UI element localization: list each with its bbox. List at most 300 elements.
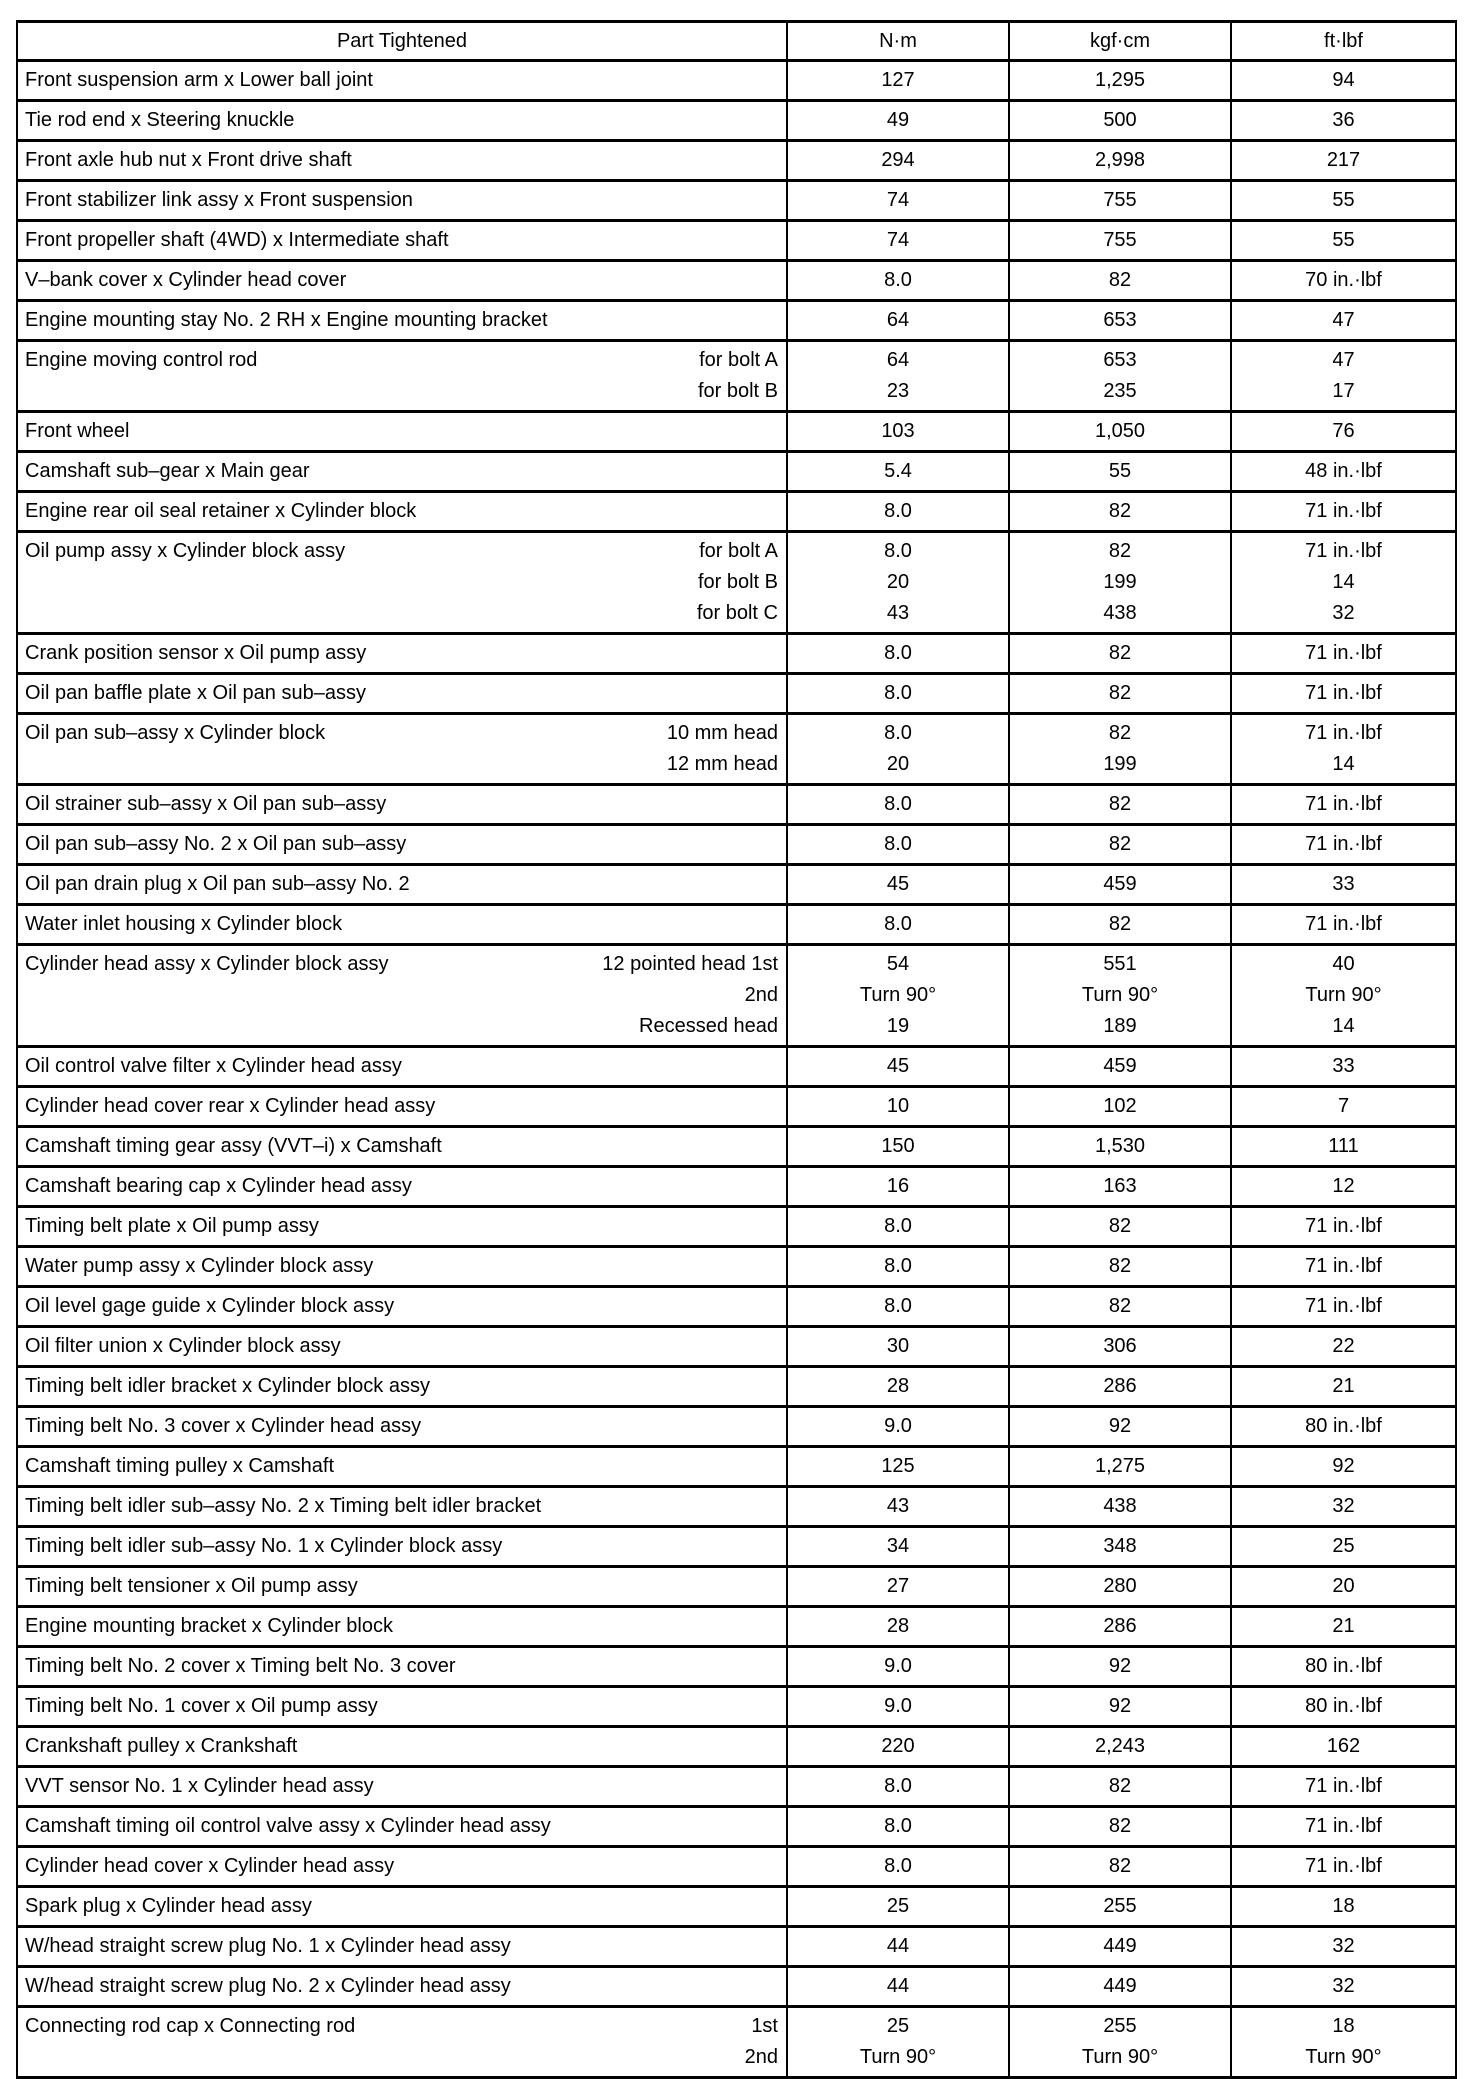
- condition-label: for bolt A: [699, 349, 778, 371]
- part-name: Oil pan baffle plate x Oil pan sub–assy: [25, 682, 366, 704]
- nm-value: 10: [886, 1095, 910, 1117]
- kgf-cm-value: 102: [1103, 1095, 1137, 1117]
- kgf-cm-value: 653: [1103, 349, 1137, 371]
- part-cell: [17, 101, 787, 141]
- kgf-cm-cell: [1009, 61, 1231, 101]
- ft-lbf-value: 47: [1332, 309, 1355, 331]
- part-cell: [17, 1167, 787, 1207]
- part-cell: [17, 674, 787, 714]
- condition-label: for bolt C: [696, 602, 778, 624]
- table-row: [17, 1287, 1456, 1327]
- ft-lbf-cell: [1231, 221, 1456, 261]
- kgf-cm-value: 348: [1103, 1535, 1137, 1557]
- kgf-cm-cell: [1009, 1767, 1231, 1807]
- ft-lbf-value: 33: [1332, 1055, 1355, 1077]
- table-row: [17, 865, 1456, 905]
- part-name: Tie rod end x Steering knuckle: [25, 109, 295, 131]
- part-name: Oil level gage guide x Cylinder block assy: [25, 1295, 395, 1317]
- ft-lbf-cell: [1231, 2007, 1456, 2078]
- header-nm: N·m: [787, 22, 1009, 61]
- ft-lbf-value: 32: [1332, 1935, 1355, 1957]
- kgf-cm-cell: [1009, 1487, 1231, 1527]
- nm-value: 8.0: [884, 1295, 912, 1317]
- ft-lbf-cell: [1231, 141, 1456, 181]
- nm-value: 28: [886, 1375, 910, 1397]
- kgf-cm-cell: [1009, 1167, 1231, 1207]
- part-name: Timing belt No. 2 cover x Timing belt No. 3 cover: [25, 1655, 456, 1677]
- ft-lbf-cell: [1231, 1207, 1456, 1247]
- condition-label: for bolt A: [699, 540, 778, 562]
- ft-lbf-value: 71 in.·lbf: [1305, 793, 1382, 815]
- table-row: [17, 1767, 1456, 1807]
- nm-cell: [787, 945, 1009, 1047]
- part-wrapper: [18, 225, 786, 256]
- table-row: [17, 61, 1456, 101]
- nm-cell: [787, 1727, 1009, 1767]
- part-cell: [17, 1327, 787, 1367]
- ft-lbf-value: 18: [1332, 1895, 1355, 1917]
- conditions: [698, 345, 778, 407]
- ft-lbf-cell: [1231, 492, 1456, 532]
- kgf-cm-cell: [1009, 945, 1231, 1047]
- nm-value: Turn 90°: [859, 984, 937, 1006]
- part-name: Camshaft timing pulley x Camshaft: [25, 1455, 335, 1477]
- part-cell: [17, 141, 787, 181]
- part-wrapper: [18, 1851, 786, 1882]
- table-row: [17, 412, 1456, 452]
- part-cell: [17, 341, 787, 412]
- kgf-cm-cell: [1009, 1847, 1231, 1887]
- nm-value: 28: [886, 1615, 910, 1637]
- kgf-cm-value: 82: [1108, 722, 1132, 744]
- kgf-cm-cell: [1009, 865, 1231, 905]
- ft-lbf-cell: [1231, 1647, 1456, 1687]
- part-wrapper: [18, 949, 786, 1042]
- part-name: Front propeller shaft (4WD) x Intermediate shaft: [25, 229, 449, 251]
- ft-lbf-value: 40: [1332, 953, 1355, 975]
- nm-value: 25: [886, 2015, 910, 2037]
- nm-cell: [787, 492, 1009, 532]
- table-row: [17, 1527, 1456, 1567]
- kgf-cm-value: 235: [1103, 380, 1137, 402]
- nm-cell: [787, 452, 1009, 492]
- part-name: Engine mounting stay No. 2 RH x Engine mounting bracket: [25, 309, 548, 331]
- part-cell: [17, 714, 787, 785]
- ft-lbf-cell: [1231, 301, 1456, 341]
- nm-value: 103: [881, 420, 915, 442]
- kgf-cm-value: 438: [1103, 602, 1137, 624]
- ft-lbf-value: 21: [1332, 1375, 1355, 1397]
- ft-lbf-cell: [1231, 714, 1456, 785]
- kgf-cm-cell: [1009, 181, 1231, 221]
- table-row: [17, 1407, 1456, 1447]
- kgf-cm-value: 189: [1103, 1015, 1137, 1037]
- part-cell: [17, 1567, 787, 1607]
- part-name: Camshaft sub–gear x Main gear: [25, 460, 310, 482]
- ft-lbf-cell: [1231, 1847, 1456, 1887]
- ft-lbf-value: 33: [1332, 873, 1355, 895]
- part-cell: [17, 785, 787, 825]
- ft-lbf-cell: [1231, 1447, 1456, 1487]
- nm-cell: [787, 1087, 1009, 1127]
- kgf-cm-value: 92: [1108, 1695, 1132, 1717]
- table-row: [17, 785, 1456, 825]
- ft-lbf-value: 71 in.·lbf: [1305, 913, 1382, 935]
- kgf-cm-cell: [1009, 101, 1231, 141]
- kgf-cm-cell: [1009, 261, 1231, 301]
- part-cell: [17, 1047, 787, 1087]
- part-wrapper: [18, 1331, 786, 1362]
- torque-spec-table: [16, 20, 1457, 2079]
- ft-lbf-value: 162: [1326, 1735, 1361, 1757]
- nm-cell: [787, 865, 1009, 905]
- kgf-cm-value: 755: [1103, 189, 1137, 211]
- kgf-cm-cell: [1009, 1807, 1231, 1847]
- nm-value: 8.0: [884, 1815, 912, 1837]
- ft-lbf-value: 94: [1332, 69, 1355, 91]
- nm-cell: [787, 905, 1009, 945]
- ft-lbf-value: 71 in.·lbf: [1305, 722, 1382, 744]
- part-name: Cylinder head cover x Cylinder head assy: [25, 1855, 395, 1877]
- ft-lbf-cell: [1231, 341, 1456, 412]
- part-wrapper: [18, 536, 786, 629]
- part-wrapper: [18, 1931, 786, 1962]
- part-wrapper: [18, 65, 786, 96]
- nm-value: 9.0: [884, 1415, 912, 1437]
- kgf-cm-cell: [1009, 1727, 1231, 1767]
- nm-value: 9.0: [884, 1655, 912, 1677]
- table-row: [17, 1367, 1456, 1407]
- part-cell: [17, 181, 787, 221]
- kgf-cm-value: 459: [1103, 873, 1137, 895]
- part-cell: [17, 1847, 787, 1887]
- ft-lbf-value: 25: [1332, 1535, 1355, 1557]
- kgf-cm-value: 82: [1108, 269, 1132, 291]
- nm-cell: [787, 301, 1009, 341]
- ft-lbf-cell: [1231, 1407, 1456, 1447]
- ft-lbf-cell: [1231, 1487, 1456, 1527]
- nm-cell: [787, 1847, 1009, 1887]
- part-cell: [17, 2007, 787, 2078]
- part-name: Crank position sensor x Oil pump assy: [25, 642, 367, 664]
- table-row: [17, 1687, 1456, 1727]
- table-row: [17, 181, 1456, 221]
- part-wrapper: [18, 265, 786, 296]
- part-cell: [17, 452, 787, 492]
- table-row: [17, 221, 1456, 261]
- part-name: Spark plug x Cylinder head assy: [25, 1895, 312, 1917]
- table-row: [17, 1127, 1456, 1167]
- table-row: [17, 261, 1456, 301]
- kgf-cm-value: 286: [1103, 1615, 1137, 1637]
- ft-lbf-cell: [1231, 1927, 1456, 1967]
- kgf-cm-value: Turn 90°: [1081, 984, 1159, 1006]
- part-wrapper: [18, 1131, 786, 1162]
- part-name: Front stabilizer link assy x Front suspension: [25, 189, 413, 211]
- nm-value: 30: [886, 1335, 910, 1357]
- nm-value: 74: [886, 229, 910, 251]
- nm-value: 23: [886, 380, 910, 402]
- part-name: Front wheel: [25, 420, 130, 442]
- nm-value: 8.0: [884, 682, 912, 704]
- nm-value: 5.4: [884, 460, 912, 482]
- nm-cell: [787, 634, 1009, 674]
- ft-lbf-cell: [1231, 1807, 1456, 1847]
- part-wrapper: [18, 1611, 786, 1642]
- nm-cell: [787, 141, 1009, 181]
- part-name: Water inlet housing x Cylinder block: [25, 913, 343, 935]
- nm-cell: [787, 1887, 1009, 1927]
- part-cell: [17, 1487, 787, 1527]
- part-wrapper: [18, 638, 786, 669]
- part-cell: [17, 492, 787, 532]
- kgf-cm-value: 1,530: [1094, 1135, 1146, 1157]
- kgf-cm-cell: [1009, 1607, 1231, 1647]
- ft-lbf-value: 80 in.·lbf: [1305, 1415, 1382, 1437]
- part-wrapper: [18, 1971, 786, 2002]
- kgf-cm-cell: [1009, 785, 1231, 825]
- kgf-cm-value: 500: [1103, 109, 1137, 131]
- part-wrapper: [18, 456, 786, 487]
- part-name: Cylinder head cover rear x Cylinder head assy: [25, 1095, 436, 1117]
- table-row: [17, 141, 1456, 181]
- part-name: Front axle hub nut x Front drive shaft: [25, 149, 352, 171]
- kgf-cm-cell: [1009, 825, 1231, 865]
- kgf-cm-value: 280: [1103, 1575, 1137, 1597]
- kgf-cm-value: 255: [1103, 2015, 1137, 2037]
- nm-cell: [787, 1207, 1009, 1247]
- part-wrapper: [18, 105, 786, 136]
- part-cell: [17, 532, 787, 634]
- part-name: Engine moving control rod: [25, 349, 258, 371]
- kgf-cm-cell: [1009, 1207, 1231, 1247]
- nm-value: 45: [886, 873, 910, 895]
- part-wrapper: [18, 1771, 786, 1802]
- ft-lbf-cell: [1231, 1527, 1456, 1567]
- part-cell: [17, 1647, 787, 1687]
- nm-value: 125: [881, 1455, 915, 1477]
- nm-value: 127: [881, 69, 915, 91]
- ft-lbf-value: 55: [1332, 229, 1355, 251]
- ft-lbf-value: 14: [1332, 571, 1355, 593]
- table-row: [17, 1847, 1456, 1887]
- ft-lbf-value: 36: [1332, 109, 1355, 131]
- part-name: Engine mounting bracket x Cylinder block: [25, 1615, 393, 1637]
- part-wrapper: [18, 1571, 786, 1602]
- table-row: [17, 1967, 1456, 2007]
- kgf-cm-cell: [1009, 141, 1231, 181]
- part-cell: [17, 1127, 787, 1167]
- nm-cell: [787, 221, 1009, 261]
- kgf-cm-cell: [1009, 1527, 1231, 1567]
- part-name: Oil strainer sub–assy x Oil pan sub–assy: [25, 793, 387, 815]
- kgf-cm-cell: [1009, 492, 1231, 532]
- nm-value: 19: [886, 1015, 910, 1037]
- nm-value: 44: [886, 1935, 910, 1957]
- conditions: [667, 718, 778, 780]
- kgf-cm-cell: [1009, 412, 1231, 452]
- part-name: Timing belt idler sub–assy No. 1 x Cylinder block assy: [25, 1535, 503, 1557]
- table-row: [17, 1447, 1456, 1487]
- nm-value: 294: [881, 149, 915, 171]
- kgf-cm-cell: [1009, 1567, 1231, 1607]
- condition-label: 1st: [751, 2015, 778, 2037]
- nm-value: 8.0: [884, 1775, 912, 1797]
- condition-label: 2nd: [744, 2046, 778, 2068]
- nm-cell: [787, 101, 1009, 141]
- ft-lbf-value: 71 in.·lbf: [1305, 642, 1382, 664]
- ft-lbf-cell: [1231, 1287, 1456, 1327]
- condition-label: Recessed head: [639, 1015, 778, 1037]
- part-wrapper: [18, 1691, 786, 1722]
- ft-lbf-cell: [1231, 452, 1456, 492]
- part-cell: [17, 905, 787, 945]
- kgf-cm-value: 82: [1108, 682, 1132, 704]
- ft-lbf-value: 217: [1326, 149, 1361, 171]
- kgf-cm-value: 82: [1108, 1255, 1132, 1277]
- part-wrapper: [18, 718, 786, 780]
- nm-value: 49: [886, 109, 910, 131]
- nm-value: 43: [886, 1495, 910, 1517]
- nm-cell: [787, 1687, 1009, 1727]
- part-cell: [17, 1687, 787, 1727]
- table-row: [17, 452, 1456, 492]
- ft-lbf-value: 48 in.·lbf: [1305, 460, 1382, 482]
- nm-cell: [787, 1407, 1009, 1447]
- ft-lbf-cell: [1231, 1887, 1456, 1927]
- kgf-cm-value: 1,275: [1094, 1455, 1146, 1477]
- ft-lbf-value: Turn 90°: [1305, 2046, 1382, 2068]
- part-name: Timing belt idler bracket x Cylinder block assy: [25, 1375, 430, 1397]
- kgf-cm-value: 82: [1108, 642, 1132, 664]
- condition-label: 10 mm head: [666, 722, 778, 744]
- ft-lbf-value: 71 in.·lbf: [1305, 500, 1382, 522]
- table-row: [17, 1487, 1456, 1527]
- nm-value: 8.0: [884, 540, 912, 562]
- kgf-cm-cell: [1009, 1287, 1231, 1327]
- part-cell: [17, 1087, 787, 1127]
- kgf-cm-value: 92: [1108, 1655, 1132, 1677]
- ft-lbf-cell: [1231, 61, 1456, 101]
- part-wrapper: [18, 1211, 786, 1242]
- part-name: Camshaft timing oil control valve assy x Cylinder head assy: [25, 1815, 551, 1837]
- ft-lbf-cell: [1231, 634, 1456, 674]
- part-cell: [17, 1287, 787, 1327]
- ft-lbf-value: 32: [1332, 1495, 1355, 1517]
- nm-cell: [787, 1607, 1009, 1647]
- part-cell: [17, 1887, 787, 1927]
- part-name: Oil pan sub–assy x Cylinder block: [25, 722, 326, 744]
- nm-cell: [787, 1287, 1009, 1327]
- kgf-cm-value: 459: [1103, 1055, 1137, 1077]
- kgf-cm-value: 55: [1108, 460, 1132, 482]
- table-header-row: [17, 22, 1456, 61]
- ft-lbf-value: 22: [1332, 1335, 1355, 1357]
- part-cell: [17, 634, 787, 674]
- part-wrapper: [18, 1291, 786, 1322]
- nm-value: 20: [886, 753, 910, 775]
- part-wrapper: [18, 678, 786, 709]
- ft-lbf-value: 70 in.·lbf: [1305, 269, 1382, 291]
- kgf-cm-value: 82: [1108, 1815, 1132, 1837]
- kgf-cm-value: 82: [1108, 1855, 1132, 1877]
- nm-cell: [787, 1527, 1009, 1567]
- kgf-cm-value: 449: [1103, 1935, 1137, 1957]
- ft-lbf-value: 71 in.·lbf: [1305, 833, 1382, 855]
- ft-lbf-value: 80 in.·lbf: [1305, 1655, 1382, 1677]
- part-wrapper: [18, 1531, 786, 1562]
- kgf-cm-cell: [1009, 634, 1231, 674]
- nm-cell: [787, 1647, 1009, 1687]
- nm-value: 54: [886, 953, 910, 975]
- nm-value: 8.0: [884, 269, 912, 291]
- kgf-cm-value: 1,295: [1094, 69, 1146, 91]
- nm-cell: [787, 1047, 1009, 1087]
- part-name: Crankshaft pulley x Crankshaft: [25, 1735, 298, 1757]
- ft-lbf-cell: [1231, 1687, 1456, 1727]
- nm-cell: [787, 1567, 1009, 1607]
- part-cell: [17, 1807, 787, 1847]
- nm-value: 150: [881, 1135, 915, 1157]
- kgf-cm-cell: [1009, 1367, 1231, 1407]
- part-cell: [17, 825, 787, 865]
- part-cell: [17, 1207, 787, 1247]
- part-name: Oil pan drain plug x Oil pan sub–assy No. 2: [25, 873, 410, 895]
- kgf-cm-value: 2,243: [1094, 1735, 1146, 1757]
- nm-cell: [787, 1927, 1009, 1967]
- nm-cell: [787, 1367, 1009, 1407]
- kgf-cm-value: 199: [1103, 753, 1137, 775]
- kgf-cm-cell: [1009, 2007, 1231, 2078]
- ft-lbf-value: 71 in.·lbf: [1305, 540, 1382, 562]
- part-name: Oil filter union x Cylinder block assy: [25, 1335, 341, 1357]
- kgf-cm-value: 82: [1108, 1295, 1132, 1317]
- table-row: [17, 905, 1456, 945]
- nm-cell: [787, 1447, 1009, 1487]
- nm-value: 8.0: [884, 642, 912, 664]
- part-name: W/head straight screw plug No. 2 x Cylinder head assy: [25, 1975, 511, 1997]
- ft-lbf-value: 80 in.·lbf: [1305, 1695, 1382, 1717]
- kgf-cm-cell: [1009, 714, 1231, 785]
- kgf-cm-cell: [1009, 1327, 1231, 1367]
- part-name: Timing belt idler sub–assy No. 2 x Timing belt idler bracket: [25, 1495, 542, 1517]
- ft-lbf-value: 55: [1332, 189, 1355, 211]
- nm-cell: [787, 1967, 1009, 2007]
- ft-lbf-cell: [1231, 1087, 1456, 1127]
- table-row: [17, 492, 1456, 532]
- part-wrapper: [18, 496, 786, 527]
- part-cell: [17, 1767, 787, 1807]
- kgf-cm-value: 438: [1103, 1495, 1137, 1517]
- table-row: [17, 825, 1456, 865]
- table-row: [17, 1727, 1456, 1767]
- nm-cell: [787, 2007, 1009, 2078]
- part-cell: [17, 865, 787, 905]
- ft-lbf-cell: [1231, 785, 1456, 825]
- ft-lbf-value: 111: [1328, 1135, 1359, 1157]
- kgf-cm-cell: [1009, 905, 1231, 945]
- kgf-cm-cell: [1009, 341, 1231, 412]
- kgf-cm-value: 2,998: [1094, 149, 1146, 171]
- part-wrapper: [18, 1091, 786, 1122]
- part-wrapper: [18, 1651, 786, 1682]
- kgf-cm-value: 82: [1108, 833, 1132, 855]
- table-row: [17, 101, 1456, 141]
- part-wrapper: [18, 416, 786, 447]
- table-row: [17, 1567, 1456, 1607]
- part-cell: [17, 1727, 787, 1767]
- part-cell: [17, 412, 787, 452]
